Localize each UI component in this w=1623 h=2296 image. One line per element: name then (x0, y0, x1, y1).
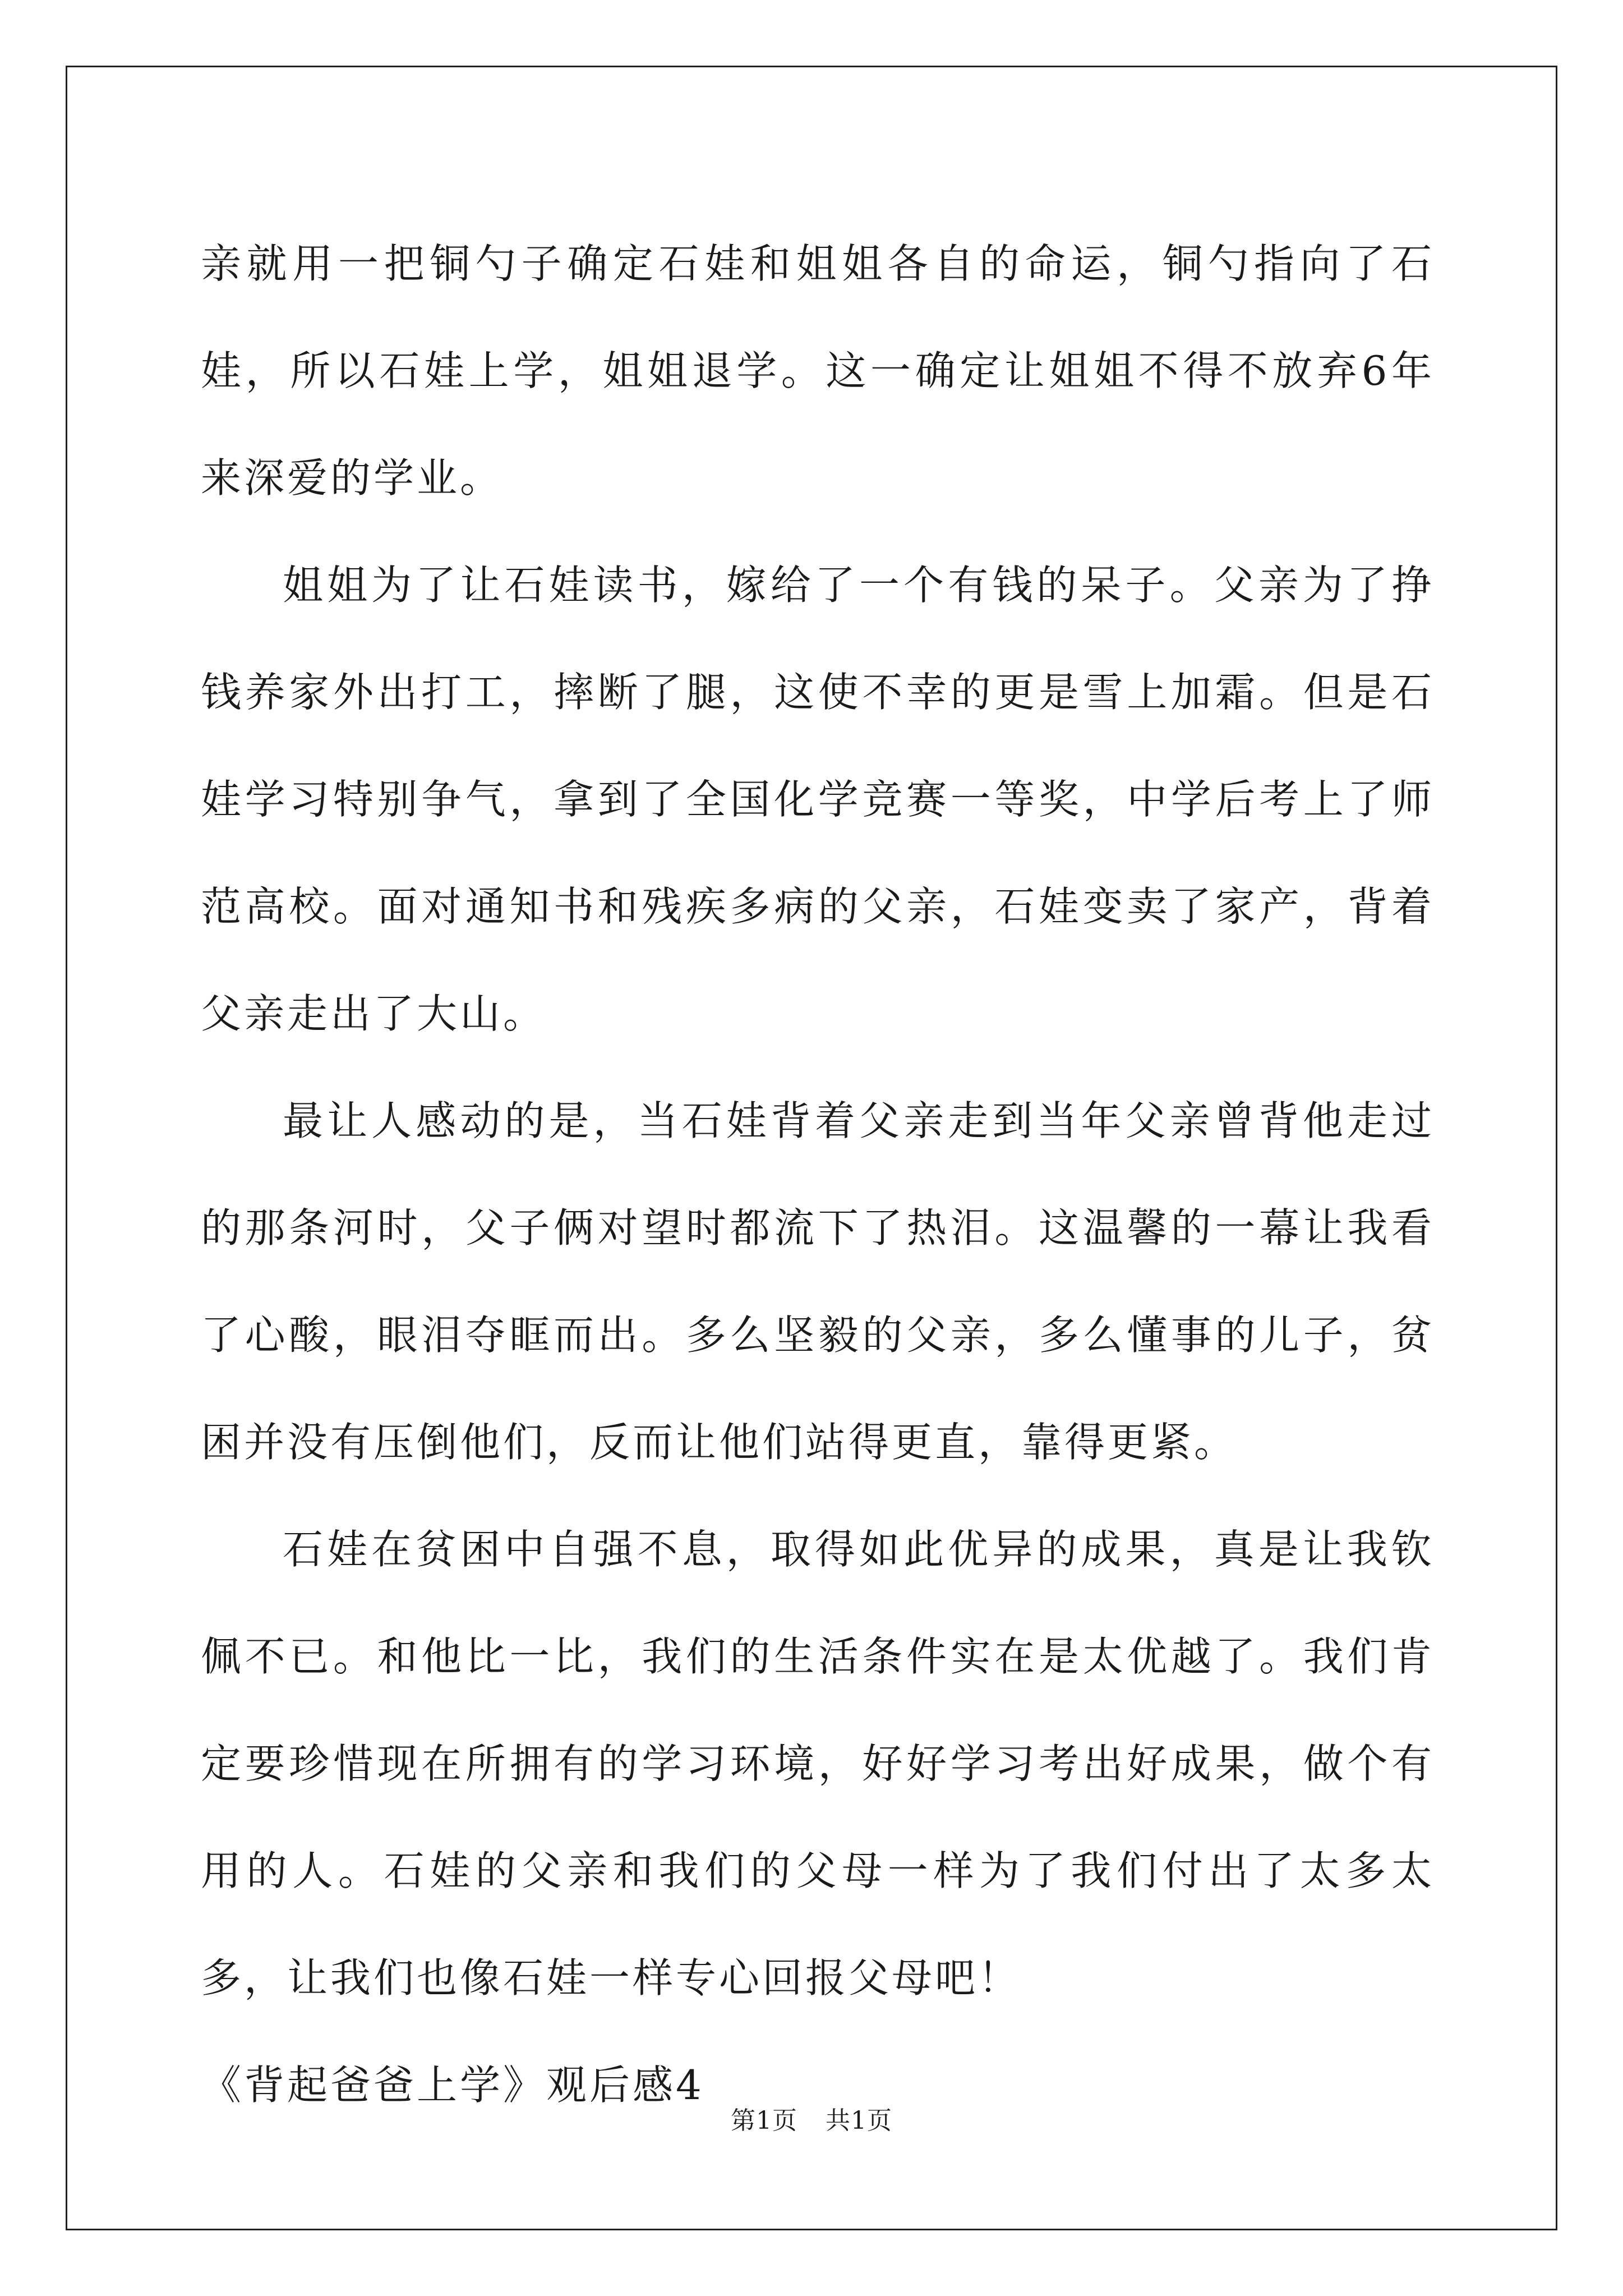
page-number-current: 第1页 (731, 2106, 797, 2135)
page-footer (0, 2100, 1623, 2136)
paragraph-2: 姐姐为了让石娃读书，嫁给了一个有钱的呆子。父亲为了挣钱养家外出打工，摔断了腿，这使不幸的更是雪上加霜。但是石娃学习特别争气，拿到了全国化学竞赛一等奖，中学后考上了师范高校。面对通知书和残疾多病的父亲，石娃变卖了家产，背着父亲走出了大山。 (201, 562, 1435, 1037)
document-body (201, 210, 1435, 2139)
section-heading: 《背起爸爸上学》观后感4 (201, 2062, 704, 2109)
paragraph-3: 最让人感动的是，当石娃背着父亲走到当年父亲曾背他走过的那条河时，父子俩对望时都流下了热泪。这温馨的一幕让我看了心酸，眼泪夺眶而出。多么坚毅的父亲，多么懂事的儿子，贫困并没有压倒他们，反而让他们站得更直，靠得更紧。 (201, 1097, 1435, 1466)
page-number-total: 共1页 (826, 2106, 892, 2135)
paragraph-4: 石娃在贫困中自强不息，取得如此优异的成果，真是让我钦佩不已。和他比一比，我们的生活条件实在是太优越了。我们肯定要珍惜现在所拥有的学习环境，好好学习考出好成果，做个有用的人。石娃的父亲和我们的父母一样为了我们付出了太多太多，让我们也像石娃一样专心回报父母吧！ (201, 1526, 1435, 2001)
paragraph-1: 亲就用一把铜勺子确定石娃和姐姐各自的命运，铜勺指向了石娃，所以石娃上学，姐姐退学。这一确定让姐姐不得不放弃6年来深爱的学业。 (201, 240, 1435, 501)
